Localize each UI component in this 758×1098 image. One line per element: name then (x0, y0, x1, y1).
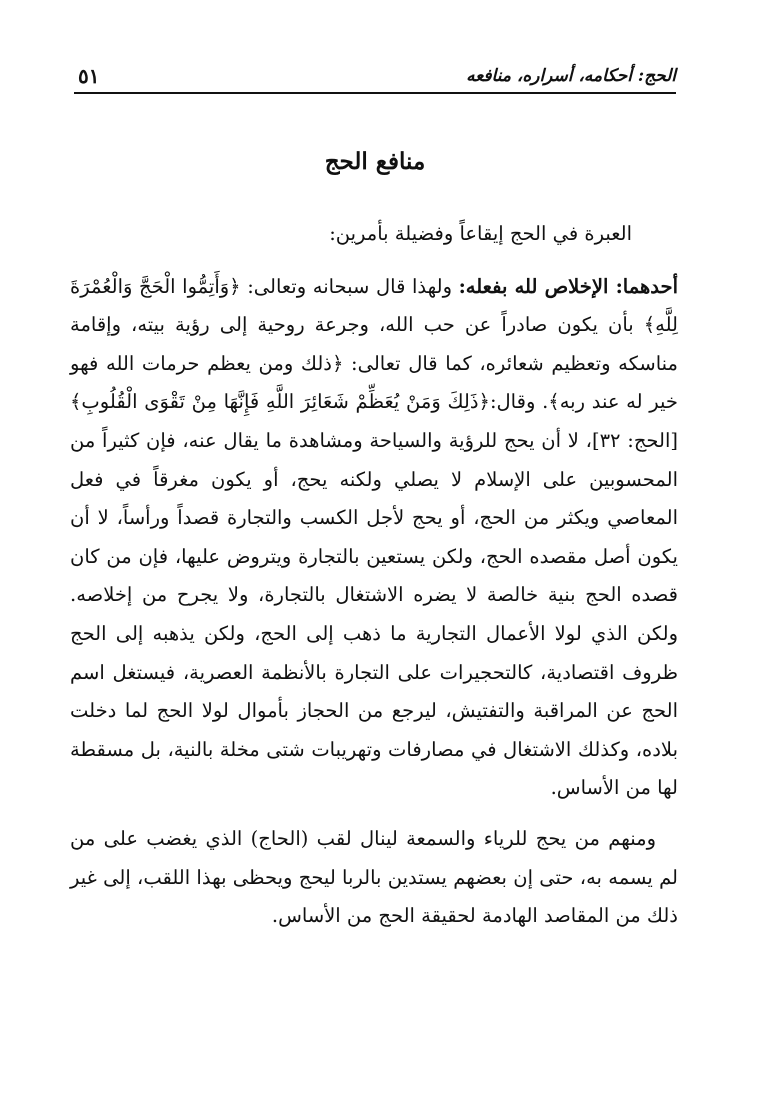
first-paragraph-text: ولهذا قال سبحانه وتعالى: ﴿وَأَتِمُّوا الْحَجَّ وَالْعُمْرَةَ لِلَّهِ﴾ بأن يكون صادراً عن حب الله، وجرعة روحية إلى رؤية بيته، وإقامة مناسكه وتعظيم شعائره، كما قال تعالى: ﴿ذلك ومن يعظم حرمات الله فهو خير له عند ربه﴾. وقال:﴿ذَلِكَ وَمَنْ يُعَظِّمْ شَعَائِرَ اللَّهِ فَإِنَّهَا مِنْ تَقْوَى الْقُلُوبِ﴾ [الحج: ٣٢]، لا أن يحج للرؤية والسياحة ومشاهدة ما يقال عنه، فإن كثيراً من المحسوبين على الإسلام لا يصلي ولكنه يحج، أو يكون مغرقاً في فعل المعاصي ويكثر من الحج، أو يحج لأجل الكسب والتجارة قصداً ورأساً، لا أن يكون أصل مقصده الحج، ولكن يستعين بالتجارة ويتروض عليها، فإن من كان قصده الحج بنية خالصة لا يضره الاشتغال بالتجارة، ولا يجرح من إخلاصه. ولكن الذي لولا الأعمال التجارية ما ذهب إلى الحج، ولكن يذهبه إلى الحج ظروف اقتصادية، كالتحجيرات على التجارة بالأنظمة العصرية، فيستغل اسم الحج عن المراقبة والتفتيش، ليرجع من الحجاز بأموال لولا الحج لما دخلت بلاده، وكذلك الاشتغال في مصارفات وتهريبات شتى مخلة بالنية، بل مسقطة لها من الأساس. (70, 274, 679, 800)
running-title: الحج: أحكامه، أسراره، منافعه (466, 66, 676, 86)
body-text (70, 215, 678, 936)
section-title: منافع الحج (324, 148, 426, 175)
intro-paragraph: العبرة في الحج إيقاعاً وفضيلة بأمرين: (329, 222, 632, 245)
second-paragraph: ومنهم من يحج للرياء والسمعة لينال لقب (الحاج) الذي يغضب على من لم يسمه به، حتى إن بعضهم يستدين بالربا ليحج ويحظى بهذا اللقب، إلى غير ذلك من المقاصد الهادمة لحقيقة الحج من الأساس. (70, 826, 678, 928)
page-number: ٥١ (78, 64, 100, 88)
header-rule (74, 92, 676, 94)
first-paragraph (70, 268, 678, 808)
running-header (74, 64, 676, 94)
first-point-label: أحدهما: الإخلاص لله بفعله: (458, 274, 678, 298)
